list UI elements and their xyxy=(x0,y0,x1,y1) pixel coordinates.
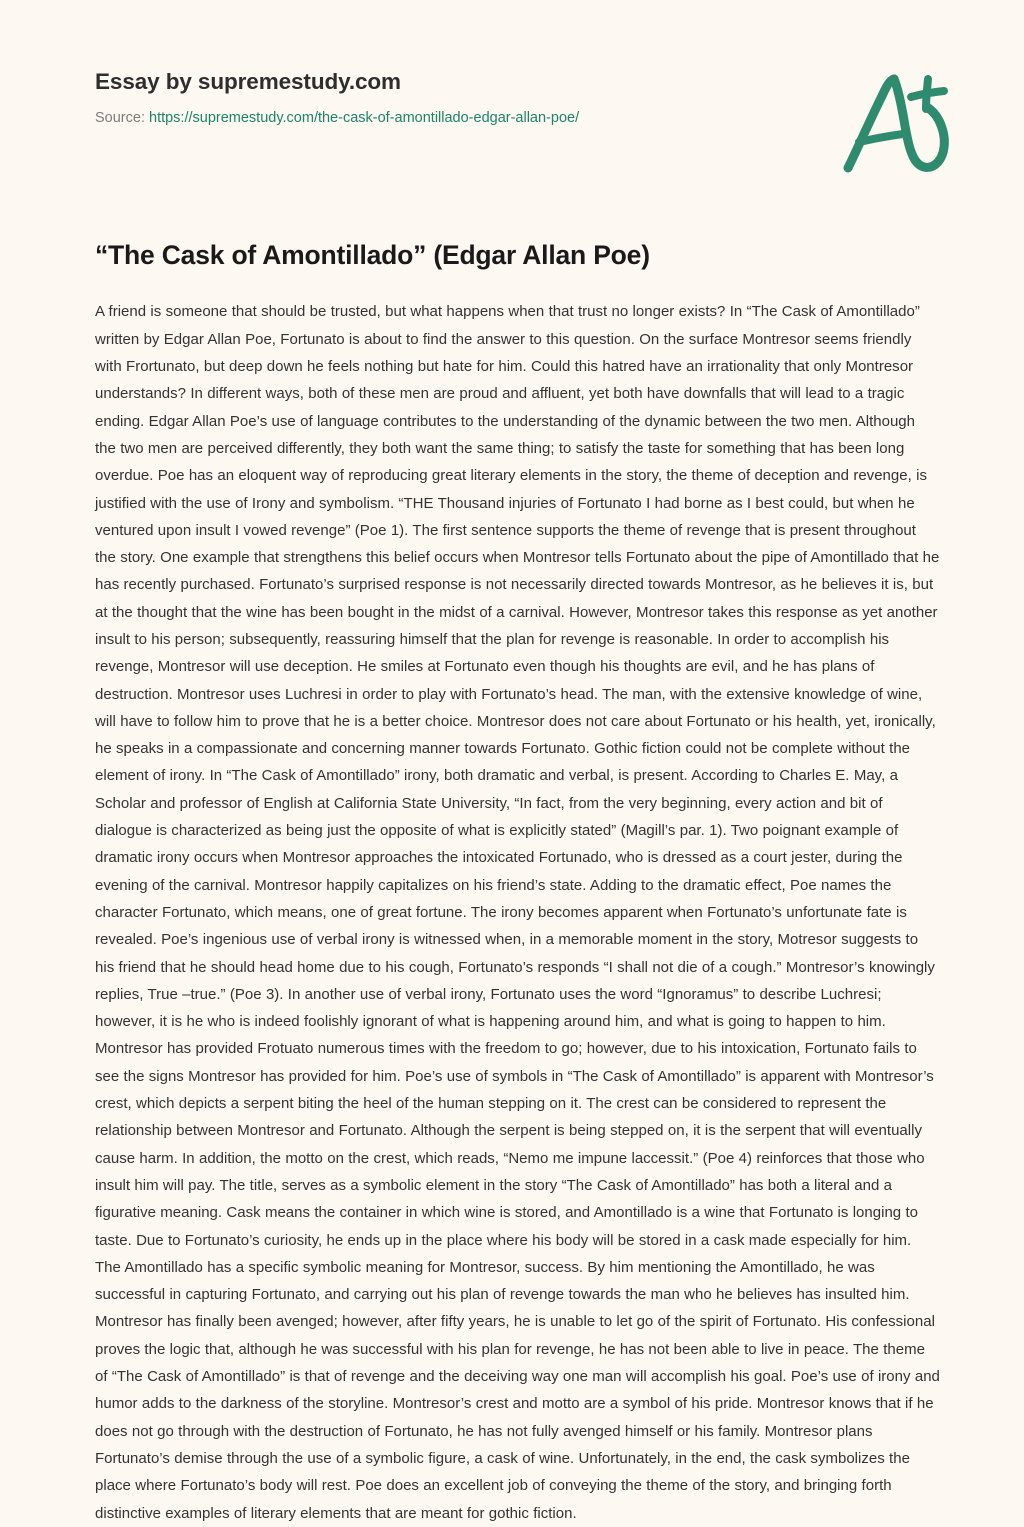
article xyxy=(95,238,940,1527)
brand-block xyxy=(95,68,795,128)
source-line xyxy=(95,109,795,128)
essay-paragraph: A friend is someone that should be trusted, but what happens when that trust no longer exists? In “The Cask of Amontillado” written by Edgar Allan Poe, Fortunato is about to find the answer to this question. On the surface Montresor seems friendly with Frortunato, but deep down he feels nothing but hate for him. Could this hatred have an irrationality that only Montresor understands? In different ways, both of these men are proud and affluent, yet both have downfalls that will lead to a tragic ending. Edgar Allan Poe’s use of language contributes to the understanding of the dynamic between the two men. Although the two men are perceived differently, they both want the same thing; to satisfy the taste for something that has been long overdue. Poe has an eloquent way of reproducing great literary elements in the story, the theme of deception and revenge, is justified with the use of Irony and symbolism. “THE Thousand injuries of Fortunato I had borne as I best could, but when he ventured upon insult I vowed revenge” (Poe 1). The first sentence supports the theme of revenge that is present throughout the story. One example that strengthens this belief occurs when Montresor tells Fortunato about the pipe of Amontillado that he has recently purchased. Fortunato’s surprised response is not necessarily directed towards Montresor, as he believes it is, but at the thought that the wine has been bought in the midst of a carnival. However, Montresor takes this response as yet another insult to his person; subsequently, reassuring himself that the plan for revenge is reasonable. In order to accomplish his revenge, Montresor will use deception. He smiles at Fortunato even though his thoughts are evil, and he has plans of destruction. Montresor uses Luchresi in order to play with Fortunato’s head. The man, with the extensive knowledge of wine, will have to follow him to prove that he is a better choice. Montresor does not care about Fortunato or his health, yet, ironically, he speaks in a compassionate and concerning manner towards Fortunato. Gothic fiction could not be complete without the element of irony. In “The Cask of Amontillado” irony, both dramatic and verbal, is present. According to Charles E. May, a Scholar and professor of English at California State University, “In fact, from the very beginning, every action and bit of dialogue is characterized as being just the opposite of what is explicitly stated” (Magill’s par. 1). Two poignant example of dramatic irony occurs when Montresor approaches the intoxicated Fortunado, who is dressed as a court jester, during the evening of the carnival. Montresor happily capitalizes on his friend’s state. Adding to the dramatic effect, Poe names the character Fortunato, which means, one of great fortune. The irony becomes apparent when Fortunato’s unfortunate fate is revealed. Poe’s ingenious use of verbal irony is witnessed when, in a memorable moment in the story, Motresor suggests to his friend that he should head home due to his cough, Fortunato’s responds “I shall not die of a cough.” Montresor’s knowingly replies, True –true.” (Poe 3). In another use of verbal irony, Fortunato uses the word “Ignoramus” to describe Luchresi; however, it is he who is indeed foolishly ignorant of what is happening around him, and what is going to happen to him. Montresor has provided Frotuato numerous times with the freedom to go; however, due to his intoxication, Fortunato fails to see the signs Montresor has provided for him. Poe’s use of symbols in “The Cask of Amontillado” is apparent with Montresor’s crest, which depicts a serpent biting the heel of the human stepping on it. The crest can be considered to represent the relationship between Montresor and Fortunato. Although the serpent is being stepped on, it is the serpent that will eventually cause harm. In addition, the motto on the crest, which reads, “Nemo me impune laccessit.” (Poe 4) reinforces that those who insult him will pay. The title, serves as a symbolic element in the story “The Cask of Amontillado” has both a literal and a figurative meaning. Cask means the container in which wine is stored, and Amontillado is a wine that Fortunato is longing to taste. Due to Fortunato’s curiosity, he ends up in the place where his body will be stored in a cask made especially for him. The Amontillado has a specific symbolic meaning for Montresor, success. By him mentioning the Amontillado, he was successful in capturing Fortunato, and carrying out his plan of revenge towards the man who he believes has insulted him. Montresor has finally been avenged; however, after fifty years, he is unable to let go of the spirit of Fortunato. His confessional proves the logic that, although he was successful with his plan for revenge, he has not been able to live in peace. The theme of “The Cask of Amontillado” is that of revenge and the deceiving way one man will accomplish his goal. Poe’s use of irony and humor adds to the darkness of the storyline. Montresor’s crest and motto are a symbol of his pride. Montresor knows that if he does not go through with the destruction of Fortunato, he has not fully avenged himself or his family. Montresor plans Fortunato’s demise through the use of a symbolic figure, a cask of wine. Unfortunately, in the end, the cask symbolizes the place where Fortunato’s body will rest. Poe does an excellent job of conveying the theme of the story, and bringing forth distinctive examples of literary elements that are meant for gothic fiction. xyxy=(95,303,940,1522)
aplus-logo-icon xyxy=(832,66,962,186)
aplus-logo-glyph xyxy=(832,66,962,186)
source-url-link[interactable]: https://supremestudy.com/the-cask-of-amontillado-edgar-allan-poe/ xyxy=(149,110,580,126)
source-label: Source: xyxy=(95,110,149,126)
brand-title: Essay by supremestudy.com xyxy=(95,69,401,94)
page-title: “The Cask of Amontillado” (Edgar Allan Poe) xyxy=(95,240,650,270)
article-body xyxy=(95,298,940,1526)
